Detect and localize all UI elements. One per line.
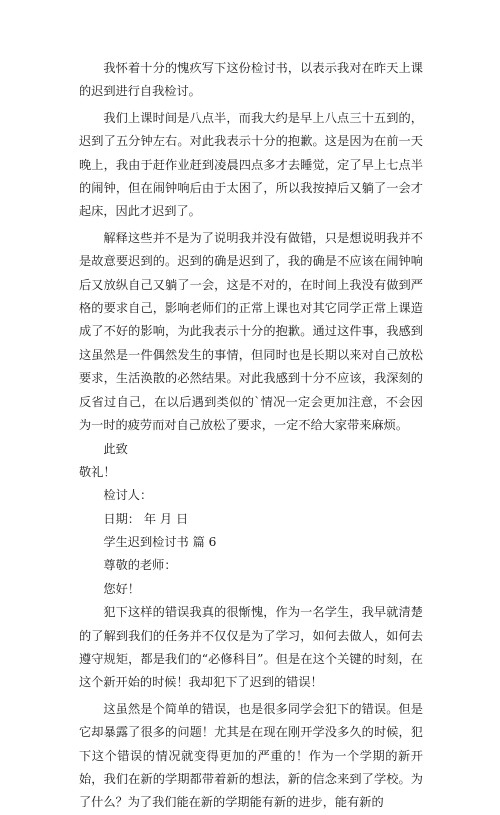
- section-title: 学生迟到检讨书 篇 6: [103, 535, 217, 550]
- paragraph-consequences: 这虽然是个简单的错误，也是很多同学会犯下的错误。但是它却暴露了很多的问题！尤其是在现在刚开学没多久的时候，犯下这个错误的情况就变得更加的严重的！作为一个学期的新开始，我们在新的学期都带着新的想法，新的信念来到了学校。为了什么？为了我们能在新的学期能有新的进步，能有新的: [79, 701, 423, 810]
- paragraph-remorse: 犯下这样的错误我真的很惭愧，作为一名学生，我早就清楚的了解到我们的任务并不仅仅是为了学习，如何去做人，如何去遵守规矩，都是我们的“必修科目”。但是在这个关键的时刻，在这个新开始的时候！我却犯下了迟到的错误！: [79, 605, 423, 690]
- paragraph-apology-intro: 我怀着十分的愧疚写下这份检讨书，以表示我对在昨天上课的迟到进行自我检讨。: [79, 61, 423, 99]
- closing-salutation: 此致: [103, 441, 128, 456]
- closing-respect: 敬礼！: [79, 464, 116, 479]
- greeting-hello: 您好！: [103, 581, 140, 596]
- document-body: [79, 57, 423, 815]
- closing-reviewer: 检讨人：: [103, 488, 153, 503]
- greeting-teacher: 尊敬的老师：: [103, 558, 177, 573]
- closing-date: 日期： 年 月 日: [103, 511, 189, 526]
- paragraph-explanation: 解释这些并不是为了说明我并没有做错，只是想说明我并不是故意要迟到的。迟到的确是迟到了，我的确是不应该在闹钟响后又放纵自己又躺了一会，这是不对的，在时间上我没有做到严格的要求自己，影响老师们的正常上课也对其它同学正常上课造成了不好的影响，为此我表示十分的抱歉。通过这件事，我感到这虽然是一件偶然发生的事情，但同时也是长期以来对自己放松要求，生活涣散的必然结果。对此我感到十分不应该，我深刻的反省过自己，在以后遇到类似的`情况一定会更加注意，不会因为一时的疲劳而对自己放松了要求，一定不给大家带来麻烦。: [79, 230, 423, 433]
- paragraph-late-reason: 我们上课时间是八点半，而我大约是早上八点三十五到的，迟到了五分钟左右。对此我表示十分的抱歉。这是因为在前一天晚上，我由于赶作业赶到凌晨四点多才去睡觉，定了早上七点半的闹钟，但在闹钟响后由于太困了，所以我按掉后又躺了一会才起床，因此才迟到了。: [79, 110, 423, 219]
